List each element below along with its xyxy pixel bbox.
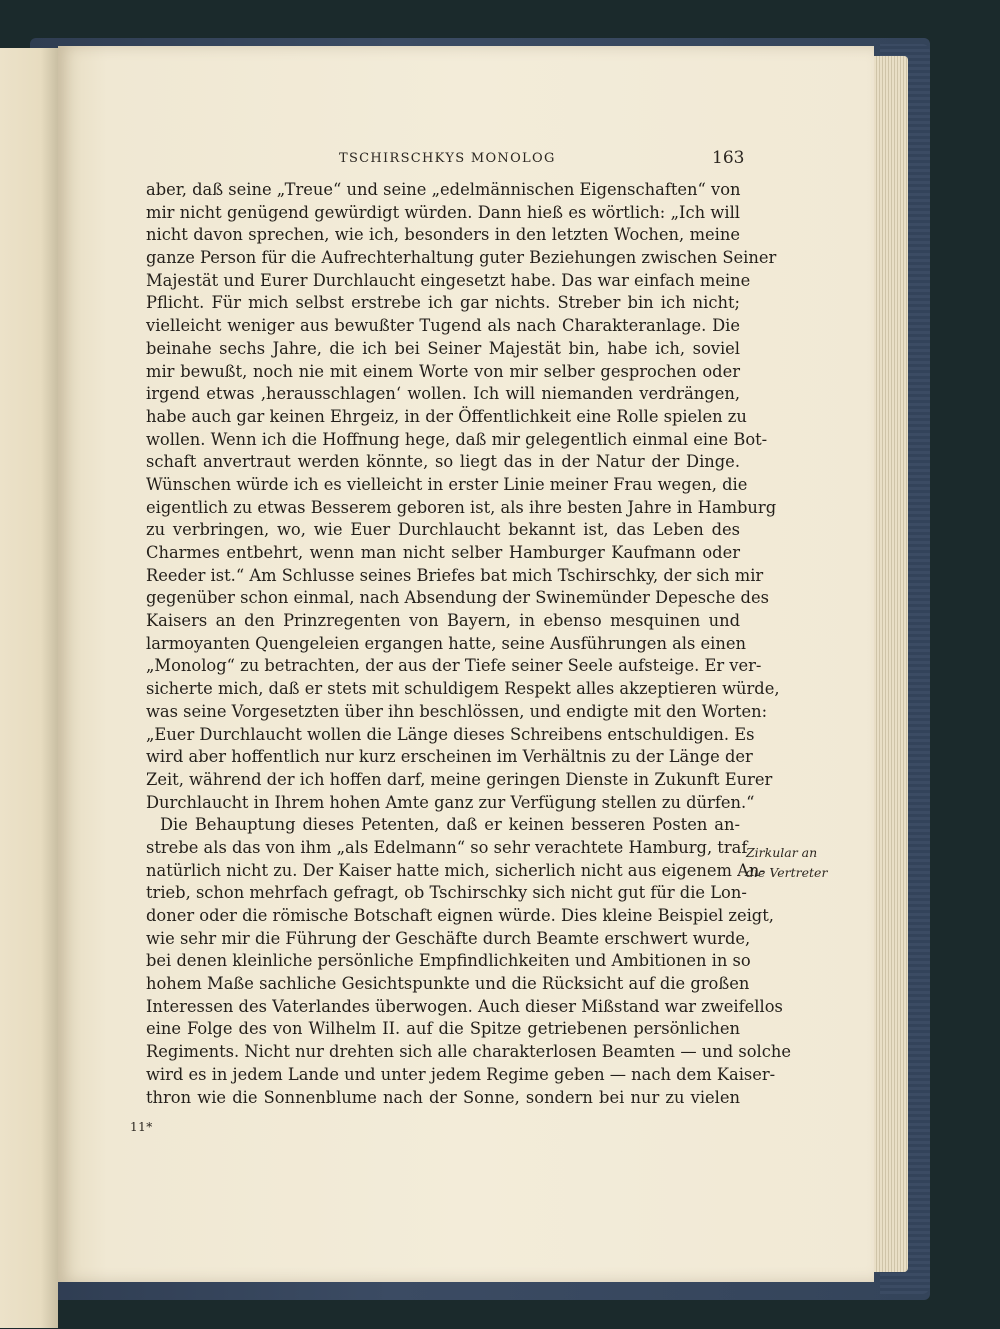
text-line: Kaisers an den Prinzregenten von Bayern, in ebenso mesquinen und	[146, 611, 740, 631]
text-line: ganze Person für die Aufrechterhaltung guter Beziehungen zwischen Seiner	[146, 248, 777, 268]
text-line: wird es in jedem Lande und unter jedem Regime geben — nach dem Kaiser-	[146, 1064, 776, 1084]
text-line: Durchlaucht in Ihrem hohen Amte ganz zur Verfügung stellen zu dürfen.“	[146, 792, 755, 812]
text-line: beinahe sechs Jahre, die ich bei Seiner Majestät bin, habe ich, soviel	[146, 338, 740, 358]
text-line: eigentlich zu etwas Besserem geboren ist, als ihre besten Jahre in Hamburg	[146, 497, 777, 517]
text-line: Charmes entbehrt, wenn man nicht selber Hamburger Kaufmann oder	[146, 543, 740, 562]
text-line: Zeit, während der ich hoffen darf, meine geringen Dienste in Zukunft Eurer	[146, 769, 773, 789]
text-line: trieb, schon mehrfach gefragt, ob Tschirschky sich nicht gut für die Lon-	[146, 883, 747, 903]
text-line: was seine Vorgesetzten über ihn beschlössen, und endigte mit den Worten:	[146, 701, 768, 721]
text-line: „Monolog“ zu betrachten, der aus der Tiefe seiner Seele aufsteige. Er ver-	[146, 656, 762, 676]
text-line: habe auch gar keinen Ehrgeiz, in der Öffentlichkeit eine Rolle spielen zu	[146, 406, 747, 426]
text-line: irgend etwas ‚herausschlagen‘ wollen. Ich will niemanden verdrängen,	[146, 384, 740, 404]
text-line: Interessen des Vaterlandes überwogen. Auch dieser Mißstand war zweifellos	[146, 996, 783, 1016]
text-line: „Euer Durchlaucht wollen die Länge dieses Schreibens entschuldigen. Es	[146, 724, 755, 744]
text-line: wird aber hoffentlich nur kurz erscheinen im Verhältnis zu der Länge der	[146, 747, 753, 767]
left-page-edge	[0, 48, 58, 1328]
text-line: Regiments. Nicht nur drehten sich alle charakterlosen Beamten — und solche	[146, 1042, 791, 1062]
text-line: wollen. Wenn ich die Hoffnung hege, daß mir gelegentlich einmal eine Bot-	[146, 429, 768, 449]
text-line: sicherte mich, daß er stets mit schuldigem Respekt alles akzeptieren würde,	[146, 679, 780, 699]
page-number: 163	[712, 148, 745, 168]
running-title: TSCHIRSCHKYS MONOLOG	[339, 151, 556, 166]
text-line: Reeder ist.“ Am Schlusse seines Briefes bat mich Tschirschky, der sich mir	[146, 565, 764, 585]
text-line: Wünschen würde ich es vielleicht in erster Linie meiner Frau wegen, die	[146, 474, 748, 494]
text-line: eine Folge des von Wilhelm II. auf die Spitze getriebenen persönlichen	[146, 1019, 740, 1039]
margin-note	[746, 843, 827, 883]
text-line: doner oder die römische Botschaft eignen würde. Dies kleine Beispiel zeigt,	[146, 906, 774, 925]
text-line: natürlich nicht zu. Der Kaiser hatte mich, sicherlich nicht aus eigenem An-	[146, 860, 765, 880]
text-line: gegenüber schon einmal, nach Absendung der Swinemünder Depesche des	[146, 588, 769, 608]
text-line: zu verbringen, wo, wie Euer Durchlaucht bekannt ist, das Leben des	[146, 520, 740, 540]
text-line: bei denen kleinliche persönliche Empfindlichkeiten und Ambitionen in so	[146, 951, 751, 971]
text-line: thron wie die Sonnenblume nach der Sonne, sondern bei nur zu vielen	[146, 1087, 740, 1107]
text-line: Pflicht. Für mich selbst erstrebe ich gar nichts. Streber bin ich nicht;	[146, 293, 740, 313]
margin-note-line: Zirkular an	[746, 845, 818, 860]
text-line: aber, daß seine „Treue“ und seine „edelmännischen Eigenschaften“ von	[146, 180, 741, 199]
text-line: schaft anvertraut werden könnte, so liegt das in der Natur der Dinge.	[146, 452, 740, 472]
text-line: vielleicht weniger aus bewußter Tugend als nach Charakteranlage. Die	[146, 316, 740, 336]
text-line: hohem Maße sachliche Gesichtspunkte und die Rücksicht auf die großen	[146, 974, 750, 994]
margin-note-line: die Vertreter	[746, 865, 828, 880]
text-line: mir nicht genügend gewürdigt würden. Dann hieß es wörtlich: „Ich will	[146, 202, 740, 222]
text-line: Majestät und Eurer Durchlaucht eingesetzt habe. Das war einfach meine	[146, 270, 751, 290]
text-line: strebe als das von ihm „als Edelmann“ so sehr verachtete Hamburg, traf	[146, 837, 748, 857]
text-line: nicht davon sprechen, wie ich, besonders in den letzten Wochen, meine	[146, 225, 740, 245]
text-line: Die Behauptung dieses Petenten, daß er keinen besseren Posten an-	[160, 815, 740, 835]
text-line: wie sehr mir die Führung der Geschäfte durch Beamte erschwert wurde,	[146, 928, 751, 948]
signature-mark: 11*	[130, 1120, 153, 1134]
text-line: mir bewußt, noch nie mit einem Worte von mir selber gesprochen oder	[146, 361, 740, 381]
page-stack-edge	[868, 56, 908, 1272]
text-line: larmoyanten Quengeleien ergangen hatte, seine Ausführungen als einen	[146, 633, 746, 653]
